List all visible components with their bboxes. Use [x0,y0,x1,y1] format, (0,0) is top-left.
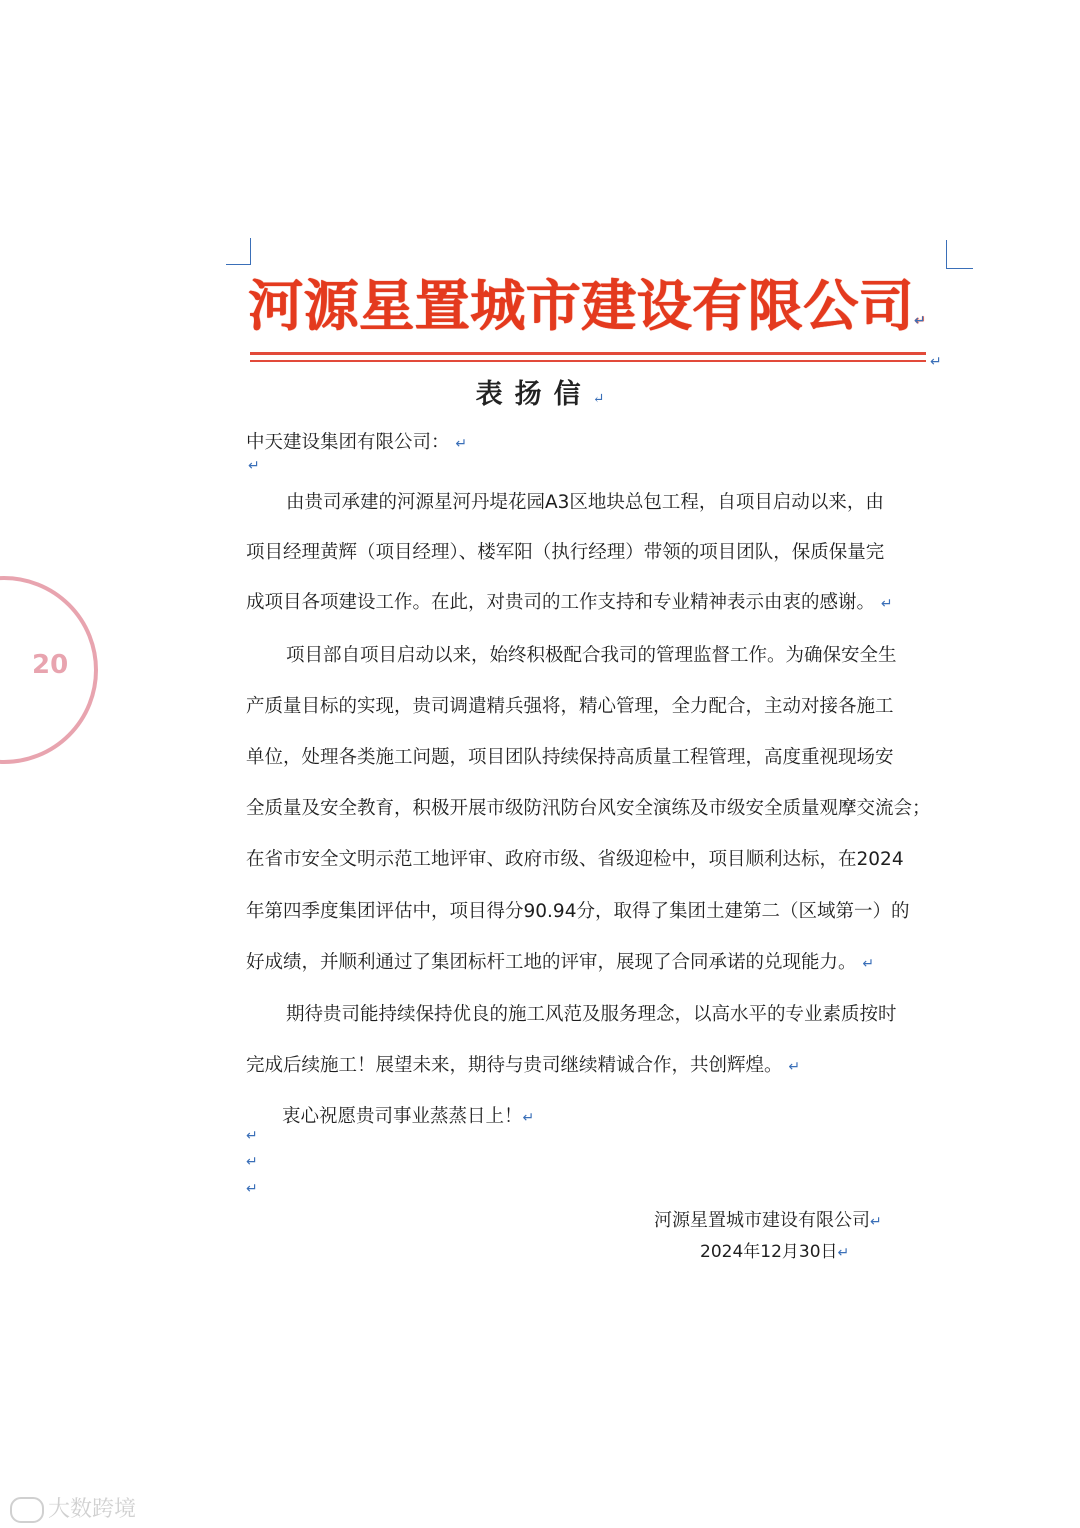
salutation: 中天建设集团有限公司： ↵ [246,432,468,453]
paragraph-1-line-1: 由贵司承建的河源星河丹堤花园A3区地块总包工程，自项目启动以来，由 [286,492,884,513]
paragraph-2-line-4: 全质量及安全教育，积极开展市级防汛防台风安全演练及市级安全质量观摩交流会； [246,798,931,819]
watermark: 大数跨境 [10,1492,136,1523]
paragraph-3-line-2: 完成后续施工！展望未来，期待与贵司继续精诚合作，共创辉煌。 ↵ [246,1055,801,1076]
letter-title: 表扬信↵ [475,379,605,410]
letter-body [246,0,936,1528]
official-seal-partial [0,576,98,764]
paragraph-mark: ↵ [246,1128,258,1144]
paragraph-2-line-7: 好成绩，并顺利通过了集团标杆工地的评审，展现了合同承诺的兑现能力。 ↵ [246,952,875,973]
paragraph-1-line-2: 项目经理黄辉（项目经理）、楼军阳（执行经理）带领的项目团队，保质保量完 [246,542,885,563]
letterhead-company-name: 河源星置城市建设有限公司↵ [248,274,927,338]
signature-company: 河源星置城市建设有限公司↵ [654,1210,882,1231]
paragraph-mark: ↵ [246,1154,258,1170]
paragraph-2-line-1: 项目部自项目启动以来，始终积极配合我司的管理监督工作。为确保安全生 [286,645,897,666]
paragraph-mark: ↵ [246,1181,258,1197]
paragraph-3-line-1: 期待贵司能持续保持优良的施工风范及服务理念，以高水平的专业素质按时 [286,1004,897,1025]
crop-mark-top-right [946,240,973,269]
paragraph-2-line-3: 单位，处理各类施工问题，项目团队持续保持高质量工程管理，高度重视现场安 [246,747,894,768]
paragraph-mark: ↵ [248,458,260,474]
paragraph-2-line-6: 年第四季度集团评估中，项目得分90.94分，取得了集团土建第二（区域第一）的 [246,901,910,922]
seal-text: 20 [32,650,69,680]
paragraph-1-line-3: 成项目各项建设工作。在此，对贵司的工作支持和专业精神表示由衷的感谢。 ↵ [246,592,893,613]
paragraph-2-line-2: 产质量目标的实现，贵司调遣精兵强将，精心管理，全力配合，主动对接各施工 [246,696,894,717]
watermark-logo-icon [10,1497,44,1523]
signature-date: 2024年12月30日↵ [700,1242,850,1262]
paragraph-2-line-5: 在省市安全文明示范工地评审、政府市级、省级迎检中，项目顺利达标，在2024 [246,849,904,870]
paragraph-mark: ↵ [930,354,942,370]
closing-wish: 衷心祝愿贵司事业蒸蒸日上！↵ [282,1106,535,1127]
